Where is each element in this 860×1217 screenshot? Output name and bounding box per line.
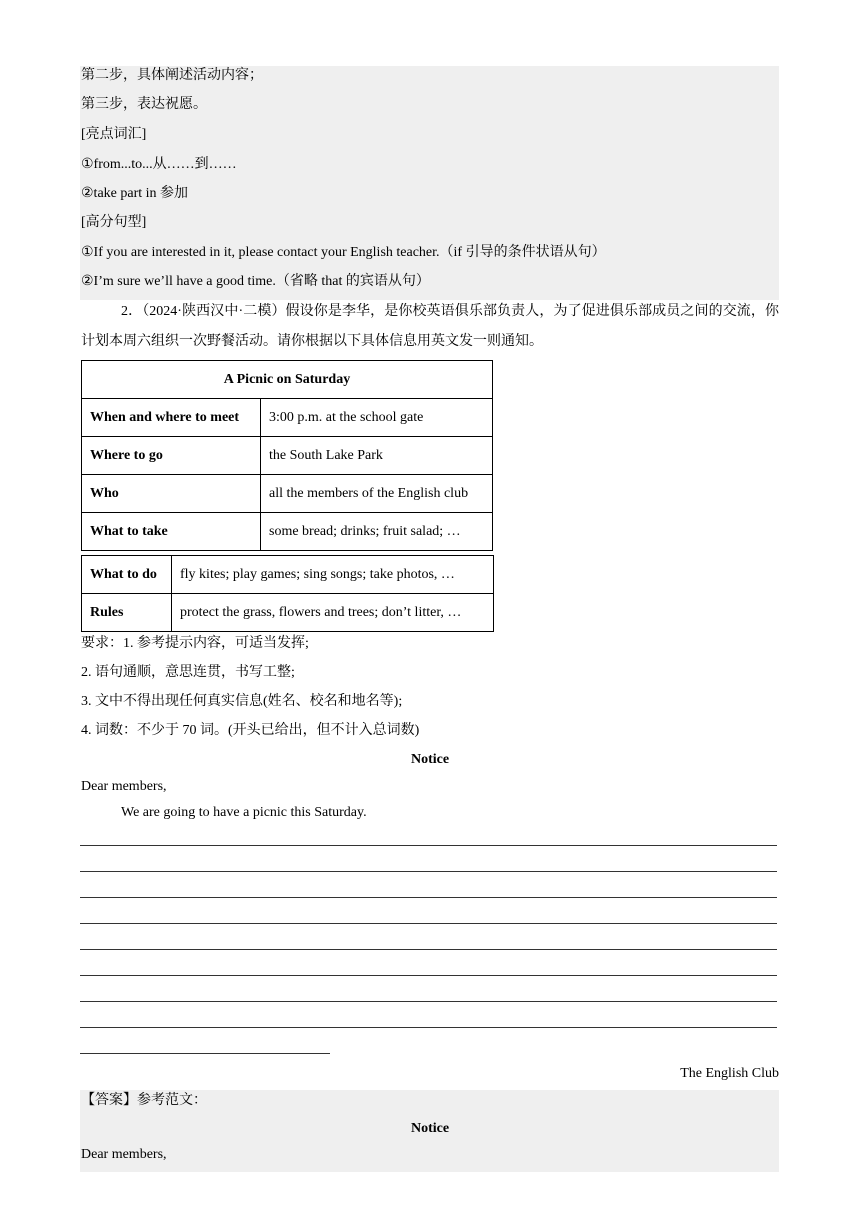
writing-line[interactable] bbox=[80, 975, 777, 976]
table-row bbox=[82, 437, 493, 475]
answer-greeting: Dear members, bbox=[81, 1147, 167, 1162]
question-text: 2．（2024·陕西汉中·二模）假设你是李华，是你校英语俱乐部负责人，为了促进俱乐部成员之间的交流，你计划本周六组织一次野餐活动。请你根据以下具体信息用英文发一则通知。 bbox=[81, 304, 779, 349]
sentence-header: [高分句型] bbox=[81, 215, 147, 230]
table-row bbox=[82, 475, 493, 513]
table-row bbox=[82, 399, 493, 437]
sentence-item-1: ①If you are interested in it, please contact your English teacher.（if 引导的条件状语从句） bbox=[81, 245, 606, 260]
vocab-header: [亮点词汇] bbox=[81, 127, 147, 142]
table-value: fly kites; play games; sing songs; take photos, … bbox=[172, 556, 494, 594]
notice-greeting: Dear members, bbox=[81, 779, 167, 794]
table-label: When and where to meet bbox=[82, 399, 261, 437]
writing-line[interactable] bbox=[80, 871, 777, 872]
picnic-activities-table bbox=[81, 555, 494, 632]
answer-notice-title: Notice bbox=[410, 1121, 450, 1136]
picnic-info-table bbox=[81, 360, 493, 551]
writing-line[interactable] bbox=[80, 923, 777, 924]
table-value: protect the grass, flowers and trees; don’t litter, … bbox=[172, 594, 494, 632]
requirement-1: 要求：1. 参考提示内容，可适当发挥; bbox=[81, 636, 309, 651]
writing-line[interactable] bbox=[80, 845, 777, 846]
table-label: Where to go bbox=[82, 437, 261, 475]
table-row bbox=[82, 556, 494, 594]
table-label: Rules bbox=[82, 594, 172, 632]
writing-line[interactable] bbox=[80, 1053, 330, 1054]
step-three-text: 第三步，表达祝愿。 bbox=[81, 97, 207, 112]
notice-title: Notice bbox=[410, 752, 450, 767]
table-row bbox=[82, 513, 493, 551]
vocab-item-1: ①from...to...从……到…… bbox=[81, 157, 237, 172]
writing-line[interactable] bbox=[80, 949, 777, 950]
table-label: What to take bbox=[82, 513, 261, 551]
notice-opening: We are going to have a picnic this Saturday. bbox=[121, 805, 367, 820]
answer-label: 【答案】参考范文： bbox=[81, 1093, 207, 1108]
notice-signature: The English Club bbox=[680, 1066, 779, 1081]
table-value: 3:00 p.m. at the school gate bbox=[261, 399, 493, 437]
requirement-4: 4. 词数：不少于 70 词。(开头已给出，但不计入总词数) bbox=[81, 723, 420, 738]
vocab-item-2: ②take part in 参加 bbox=[81, 186, 189, 201]
table-value: all the members of the English club bbox=[261, 475, 493, 513]
table-title: A Picnic on Saturday bbox=[82, 361, 493, 399]
step-two-text: 第二步，具体阐述活动内容； bbox=[81, 68, 263, 83]
requirement-2: 2. 语句通顺，意思连贯，书写工整; bbox=[81, 665, 295, 680]
table-value: some bread; drinks; fruit salad; … bbox=[261, 513, 493, 551]
writing-line[interactable] bbox=[80, 1027, 777, 1028]
table-value: the South Lake Park bbox=[261, 437, 493, 475]
writing-line[interactable] bbox=[80, 1001, 777, 1002]
table-label: What to do bbox=[82, 556, 172, 594]
sentence-item-2: ②I’m sure we’ll have a good time.（省略 that 的宾语从句） bbox=[81, 274, 430, 289]
table-row bbox=[82, 594, 494, 632]
writing-line[interactable] bbox=[80, 897, 777, 898]
requirement-3: 3. 文中不得出现任何真实信息(姓名、校名和地名等); bbox=[81, 694, 403, 709]
table-label: Who bbox=[82, 475, 261, 513]
